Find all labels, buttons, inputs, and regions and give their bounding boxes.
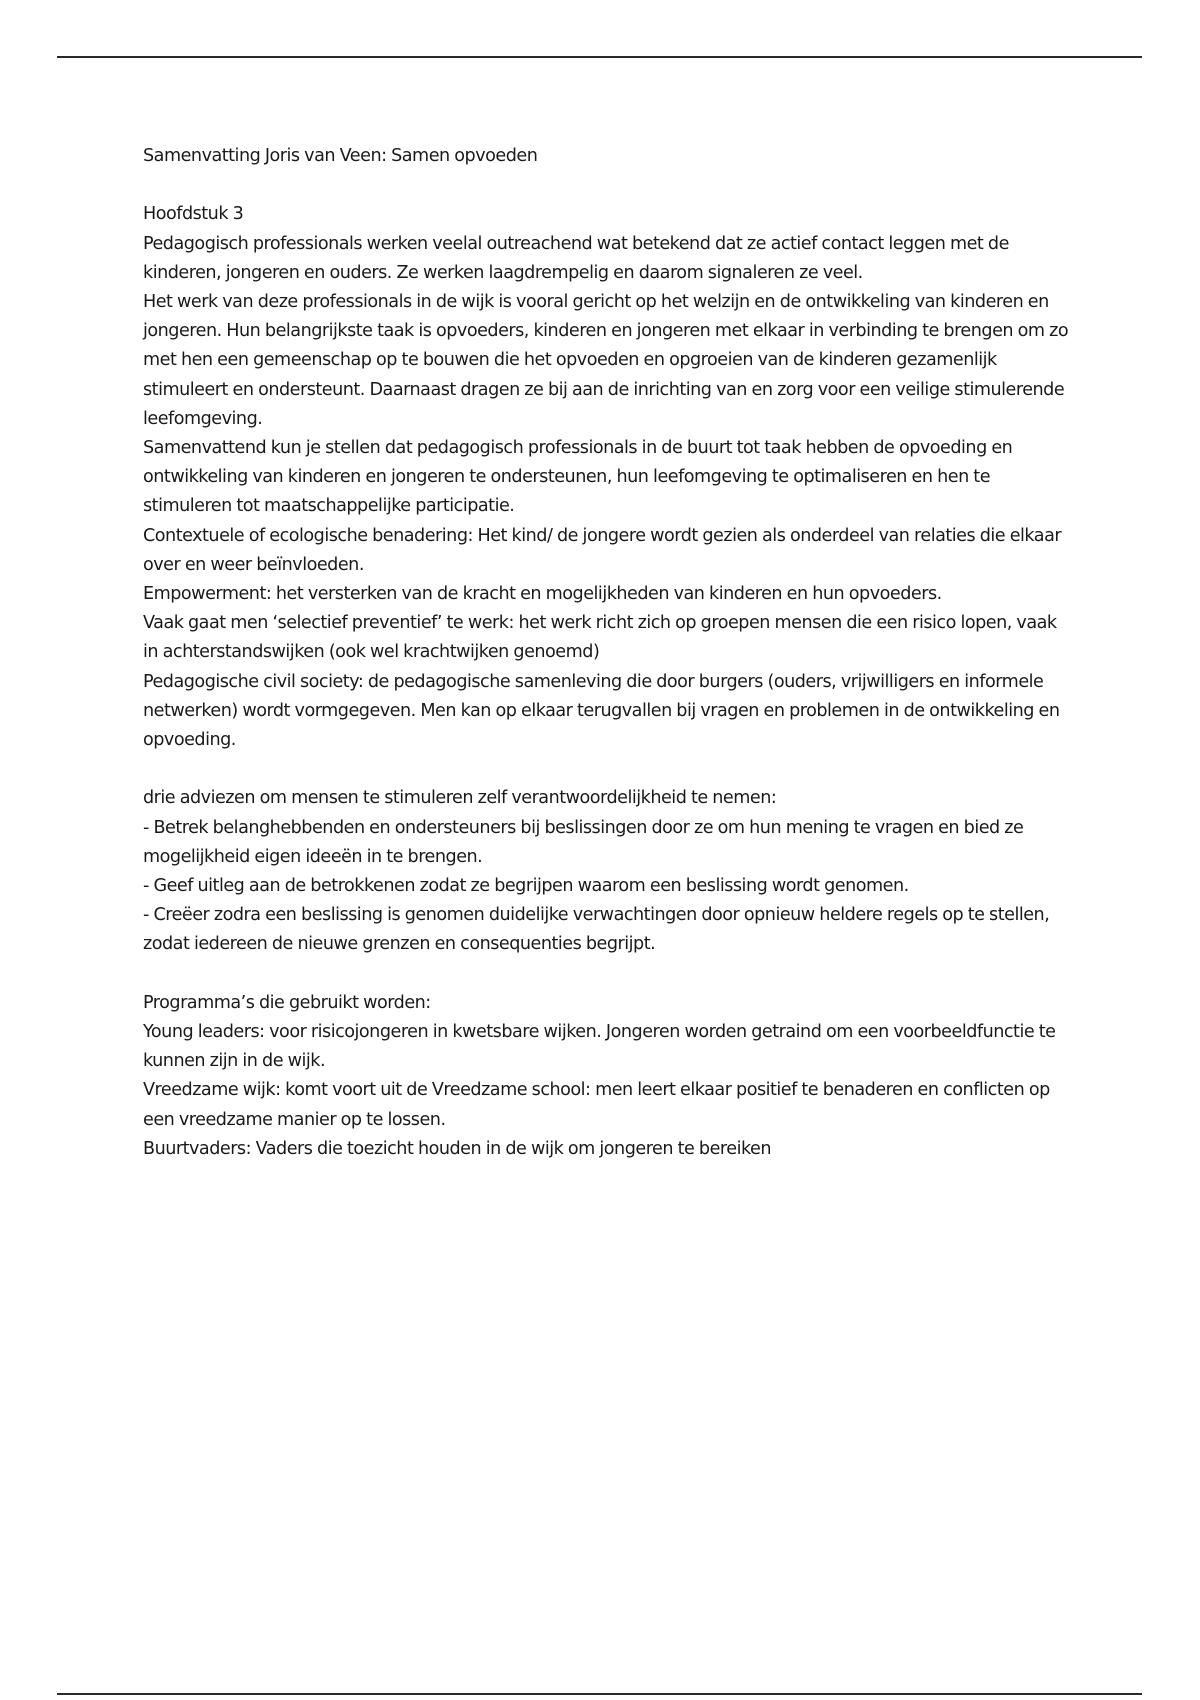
paragraph-ecological-approach: Contextuele of ecologische benadering: Het kind/ de jongere wordt gezien als onderdeel van relaties die elkaar over en weer beïnvloeden. (143, 525, 1062, 575)
header-rule (57, 56, 1142, 58)
document-title: Samenvatting Joris van Veen: Samen opvoeden (143, 146, 538, 166)
document-body (143, 142, 1073, 1164)
spacer (143, 755, 1073, 784)
programs-intro: Programma’s die gebruikt worden: (143, 992, 431, 1013)
advice-item: - Geef uitleg aan de betrokkenen zodat ze begrijpen waarom een beslissing wordt genomen. (143, 876, 909, 897)
program-item: Vreedzame wijk: komt voort uit de Vreedzame school: men leert elkaar positief te benaderen en conflicten op een vreedzame manier op te lossen. (143, 1080, 1050, 1130)
footer-rule (57, 1693, 1142, 1695)
advice-item: - Betrek belanghebbenden en ondersteuners bij beslissingen door ze om hun mening te vragen en bied ze mogelijkheid eigen ideeën in te brengen. (143, 817, 1024, 867)
paragraph-outreach: Pedagogisch professionals werken veelal outreachend wat betekend dat ze actief contact leggen met de kinderen, jongeren en ouders. Ze werken laagdrempelig en daarom signaleren ze veel. (143, 233, 1009, 283)
program-item: Buurtvaders: Vaders die toezicht houden in de wijk om jongeren te bereiken (143, 1138, 772, 1159)
advice-item: - Creëer zodra een beslissing is genomen duidelijke verwachtingen door opnieuw heldere regels op te stellen, zodat iedereen de nieuwe grenzen en consequenties begrijpt. (143, 905, 1050, 955)
paragraph-empowerment: Empowerment: het versterken van de kracht en mogelijkheden van kinderen en hun opvoeders. (143, 584, 942, 605)
paragraph-summary: Samenvattend kun je stellen dat pedagogisch professionals in de buurt tot taak hebben de opvoeding en ontwikkeling van kinderen en jongeren te ondersteunen, hun leefomgeving te optimaliseren en hen te stimuleren tot maatschappelijke participatie. (143, 438, 1013, 517)
chapter-heading: Hoofdstuk 3 (143, 204, 244, 225)
paragraph-work-focus: Het werk van deze professionals in de wijk is vooral gericht op het welzijn en de ontwikkeling van kinderen en jongeren. Hun belangrijkste taak is opvoeders, kinderen en jongeren met elkaar in verbinding te brengen om zo met hen een gemeenschap op te bouwen die het opvoeden en opgroeien van de kinderen gezamenlijk stimuleert en ondersteunt. Daarnaast dragen ze bij aan de inrichting van en zorg voor een veilige stimulerende leefomgeving. (143, 292, 1069, 429)
spacer (143, 960, 1073, 989)
program-item: Young leaders: voor risicojongeren in kwetsbare wijken. Jongeren worden getraind om een voorbeeldfunctie te kunnen zijn in de wijk. (143, 1022, 1056, 1072)
spacer (143, 171, 1073, 200)
paragraph-selective-prevention: Vaak gaat men ‘selectief preventief’ te werk: het werk richt zich op groepen mensen die een risico lopen, vaak in achterstandswijken (ook wel krachtwijken genoemd) (143, 613, 1057, 663)
paragraph-civil-society: Pedagogische civil society: de pedagogische samenleving die door burgers (ouders, vrijwilligers en informele netwerken) wordt vormgegeven. Men kan op elkaar terugvallen bij vragen en problemen in de ontwikkeling en opvoeding. (143, 671, 1060, 751)
advice-intro: drie adviezen om mensen te stimuleren zelf verantwoordelijkheid te nemen: (143, 788, 777, 809)
